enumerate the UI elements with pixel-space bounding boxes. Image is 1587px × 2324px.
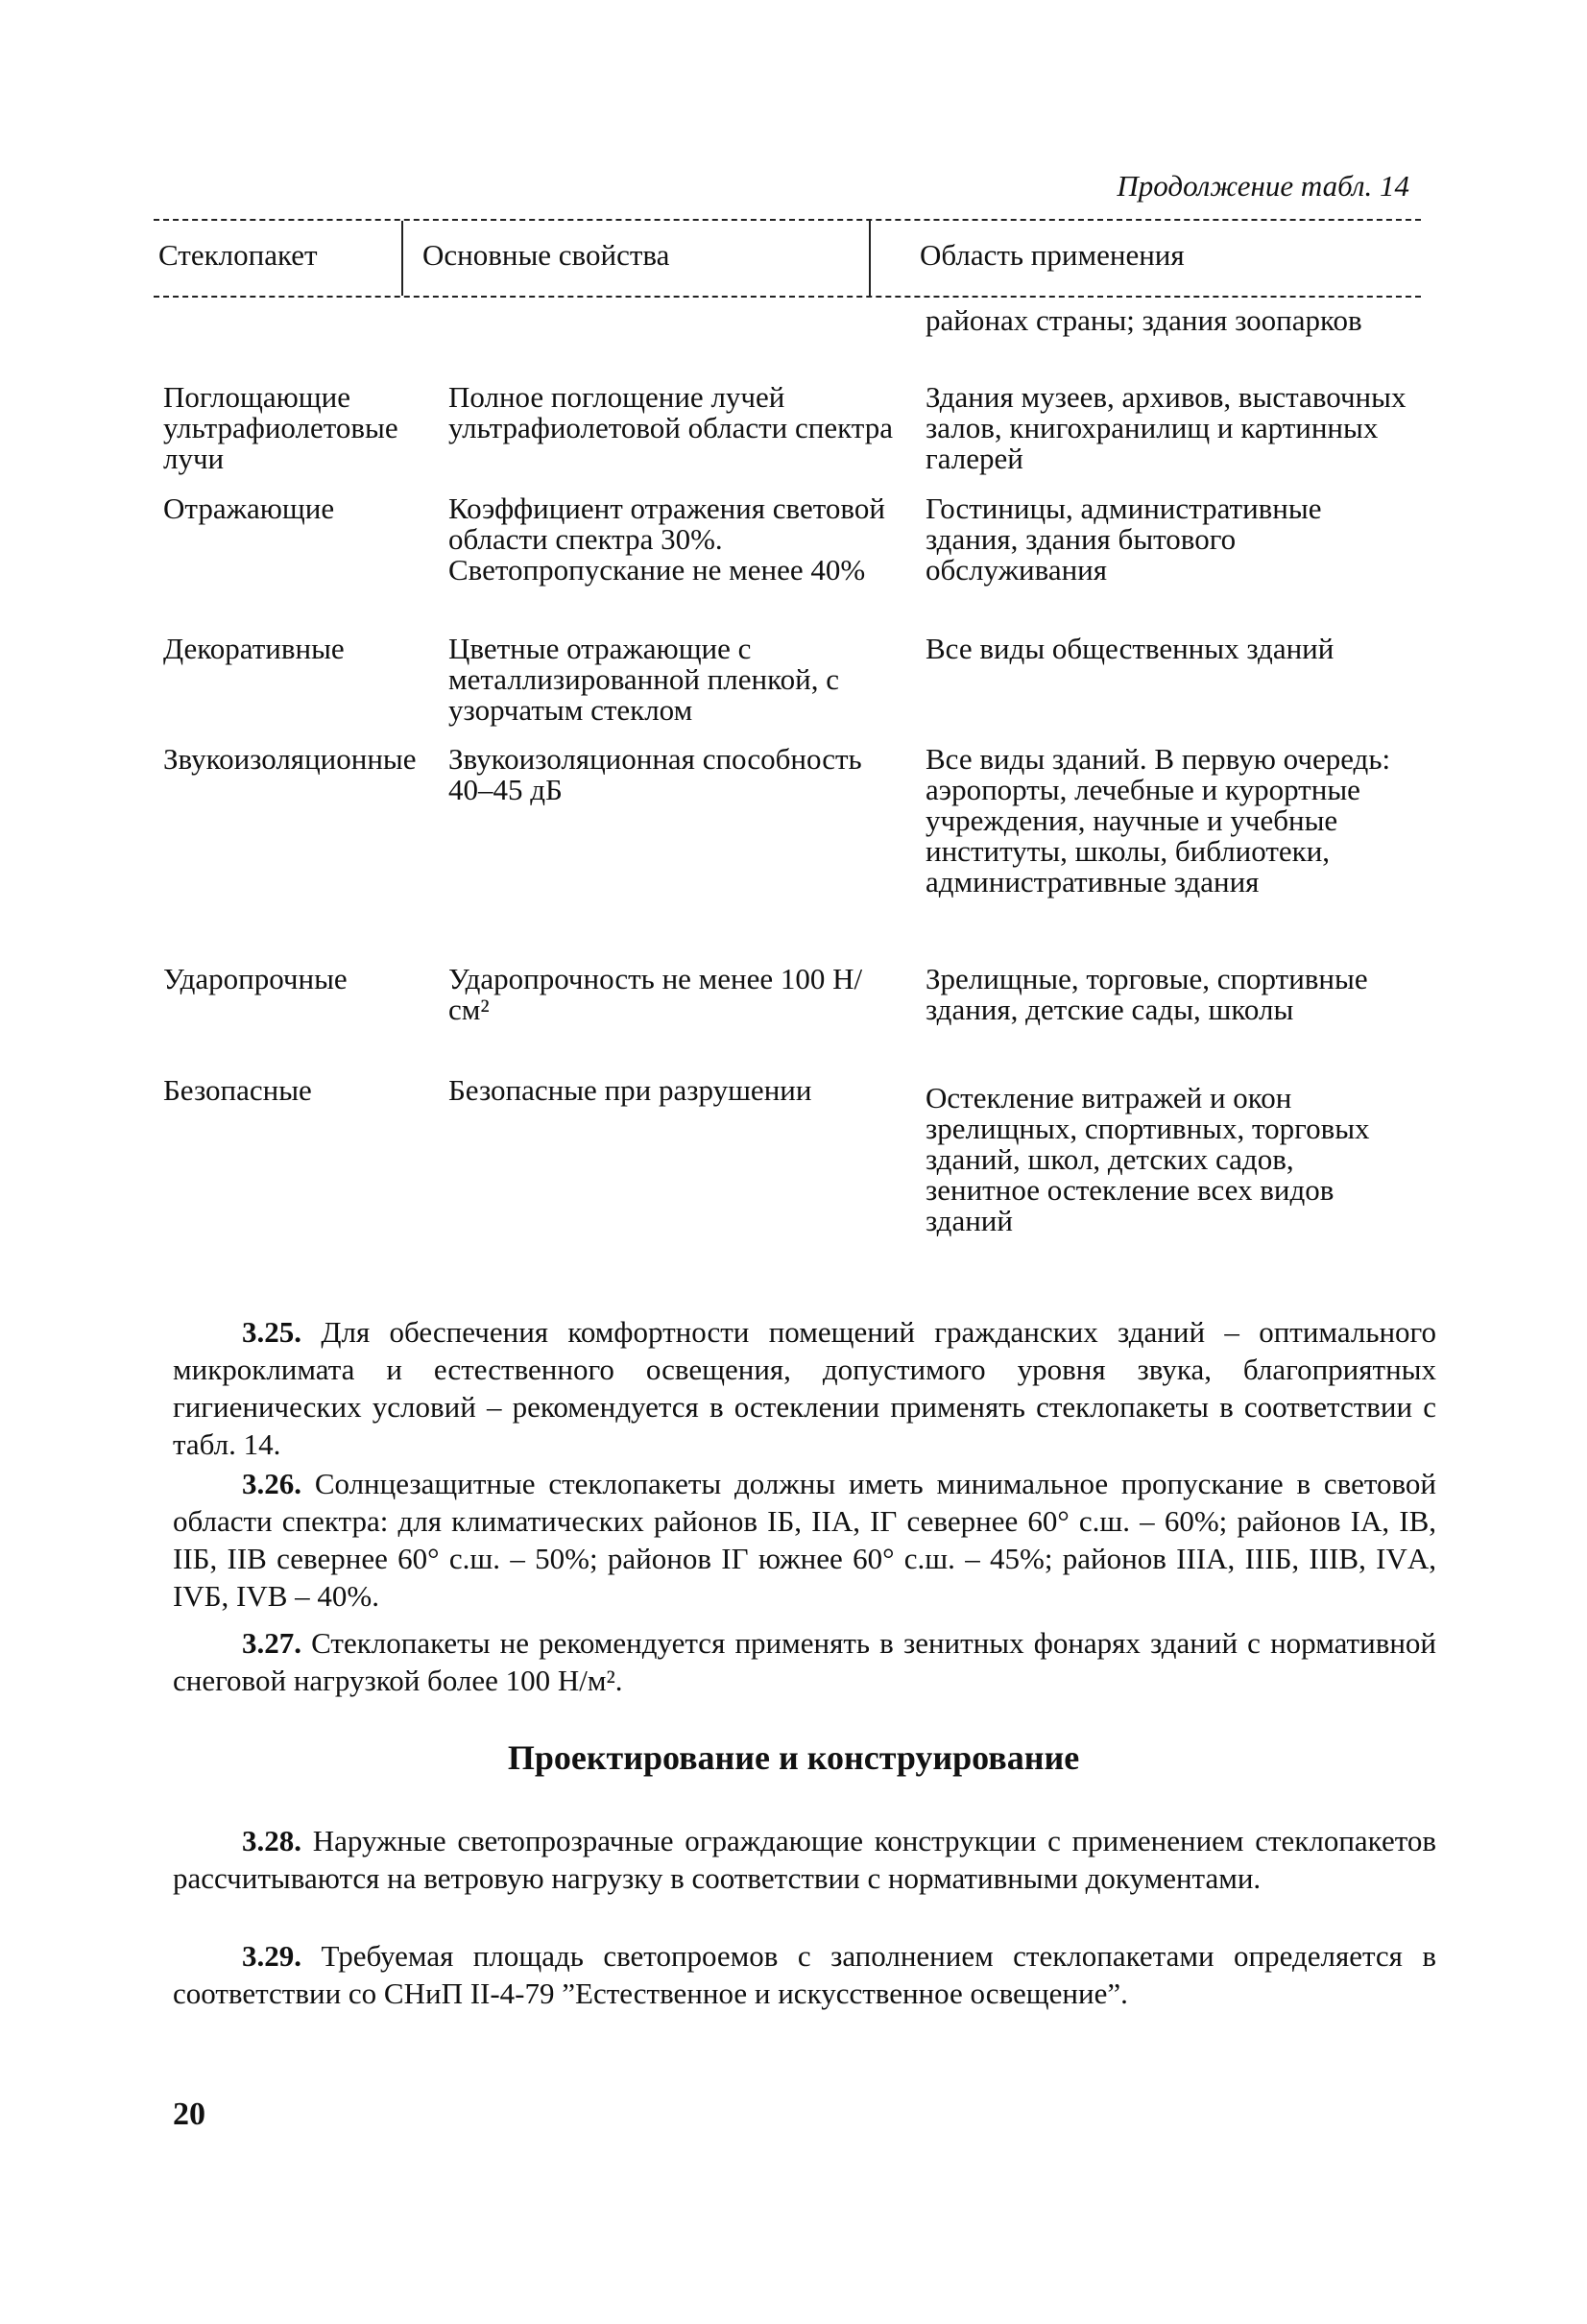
table-continuation-label: Продолжение табл. 14 xyxy=(1117,169,1409,203)
column-separator xyxy=(401,221,403,296)
paragraph-text: Требуемая площадь светопроемов с заполнением стеклопакетами определяется в соответствии со СНиП II-4-79 ”Естественное и искусственное освещение”. xyxy=(173,1939,1436,2010)
paragraph-3-29 xyxy=(173,1937,1436,2012)
table-top-rule xyxy=(154,219,1421,221)
table-row-usage: Гостиницы, административные здания, здания бытового обслуживания xyxy=(926,491,1322,587)
table-row-type: Декоративные xyxy=(163,632,345,665)
table-row-properties: Полное поглощение лучей ультрафиолетовой области спектра xyxy=(448,380,893,444)
table-row-usage: Здания музеев, архивов, выставочных залов, книгохранилищ и картинных галерей xyxy=(926,380,1407,475)
table-row-type: Поглощающие ультрафиолетовые лучи xyxy=(163,380,398,475)
paragraph-3-28 xyxy=(173,1822,1436,1897)
paragraph-number: 3.26. xyxy=(242,1467,301,1500)
paragraph-text: Наружные светопрозрачные ограждающие конструкции с применением стеклопакетов рассчитываются на ветровую нагрузку в соответствии с нормативными документами. xyxy=(173,1824,1437,1895)
table-row-properties: Коэффициент отражения световой области спектра 30%. Светопропускание не менее 40% xyxy=(448,491,885,587)
table-row-properties: Безопасные при разрушении xyxy=(448,1073,812,1107)
carryover-text: районах страны; здания зоопарков xyxy=(926,303,1362,337)
paragraph-text: Солнцезащитные стеклопакеты должны иметь минимальное пропускание в световой области спектра: для климатических районов IБ, IIА, IГ севернее 60° с.ш. – 60%; районов IА, IВ, IIБ, IIВ севернее 60° с.ш. – 50%; районов IГ южнее 60° с.ш. – 45%; районов IIIА, IIIБ, IIIВ, IVА, IVБ, IVВ – 40%. xyxy=(173,1467,1437,1613)
paragraph-3-25 xyxy=(173,1313,1436,1463)
table-row-type: Безопасные xyxy=(163,1073,312,1107)
table-row-properties: Цветные отражающие с металлизированной пленкой, с узорчатым стеклом xyxy=(448,632,839,727)
paragraph-number: 3.27. xyxy=(242,1626,301,1660)
table-row-usage: Все виды общественных зданий xyxy=(926,632,1335,665)
paragraph-3-27 xyxy=(173,1624,1436,1699)
table-row-usage: Зрелищные, торговые, спортивные здания, детские сады, школы xyxy=(926,962,1368,1026)
paragraph-number: 3.28. xyxy=(242,1824,301,1857)
table-row-properties: Звукоизоляционная способность 40–45 дБ xyxy=(448,742,862,806)
table-row-type: Отражающие xyxy=(163,491,335,525)
paragraph-text: Для обеспечения комфортности помещений гражданских зданий – оптимального микроклимата и естественного освещения, допустимого уровня звука, благоприятных гигиенических условий – рекомендуется в остеклении применять стеклопакеты в соответствии с табл. 14. xyxy=(173,1315,1436,1461)
page-number: 20 xyxy=(173,2096,205,2132)
paragraph-3-26 xyxy=(173,1465,1436,1615)
header-glass-unit: Стеклопакет xyxy=(158,238,318,272)
table-row-type: Ударопрочные xyxy=(163,962,348,995)
paragraph-number: 3.25. xyxy=(242,1315,301,1349)
section-heading: Проектирование и конструирование xyxy=(507,1738,1080,1777)
table-row-usage: Все виды зданий. В первую очередь: аэропорты, лечебные и курортные учреждения, научные и учебные институты, школы, библиотеки, административные здания xyxy=(926,742,1391,898)
paragraph-number: 3.29. xyxy=(242,1939,301,1973)
table-header-rule xyxy=(154,296,1421,298)
header-properties: Основные свойства xyxy=(422,238,670,272)
header-usage: Область применения xyxy=(920,238,1185,272)
table-row-properties: Ударопрочность не менее 100 Н/см² xyxy=(448,962,863,1026)
table-row-type: Звукоизоляционные xyxy=(163,742,417,776)
paragraph-text: Стеклопакеты не рекомендуется применять в зенитных фонарях зданий с нормативной снеговой нагрузкой более 100 Н/м². xyxy=(173,1626,1437,1697)
table-row-usage: Остекление витражей и окон зрелищных, спортивных, торговых зданий, школ, детских садов, зенитное остекление всех видов зданий xyxy=(926,1081,1370,1237)
column-separator xyxy=(869,221,871,296)
